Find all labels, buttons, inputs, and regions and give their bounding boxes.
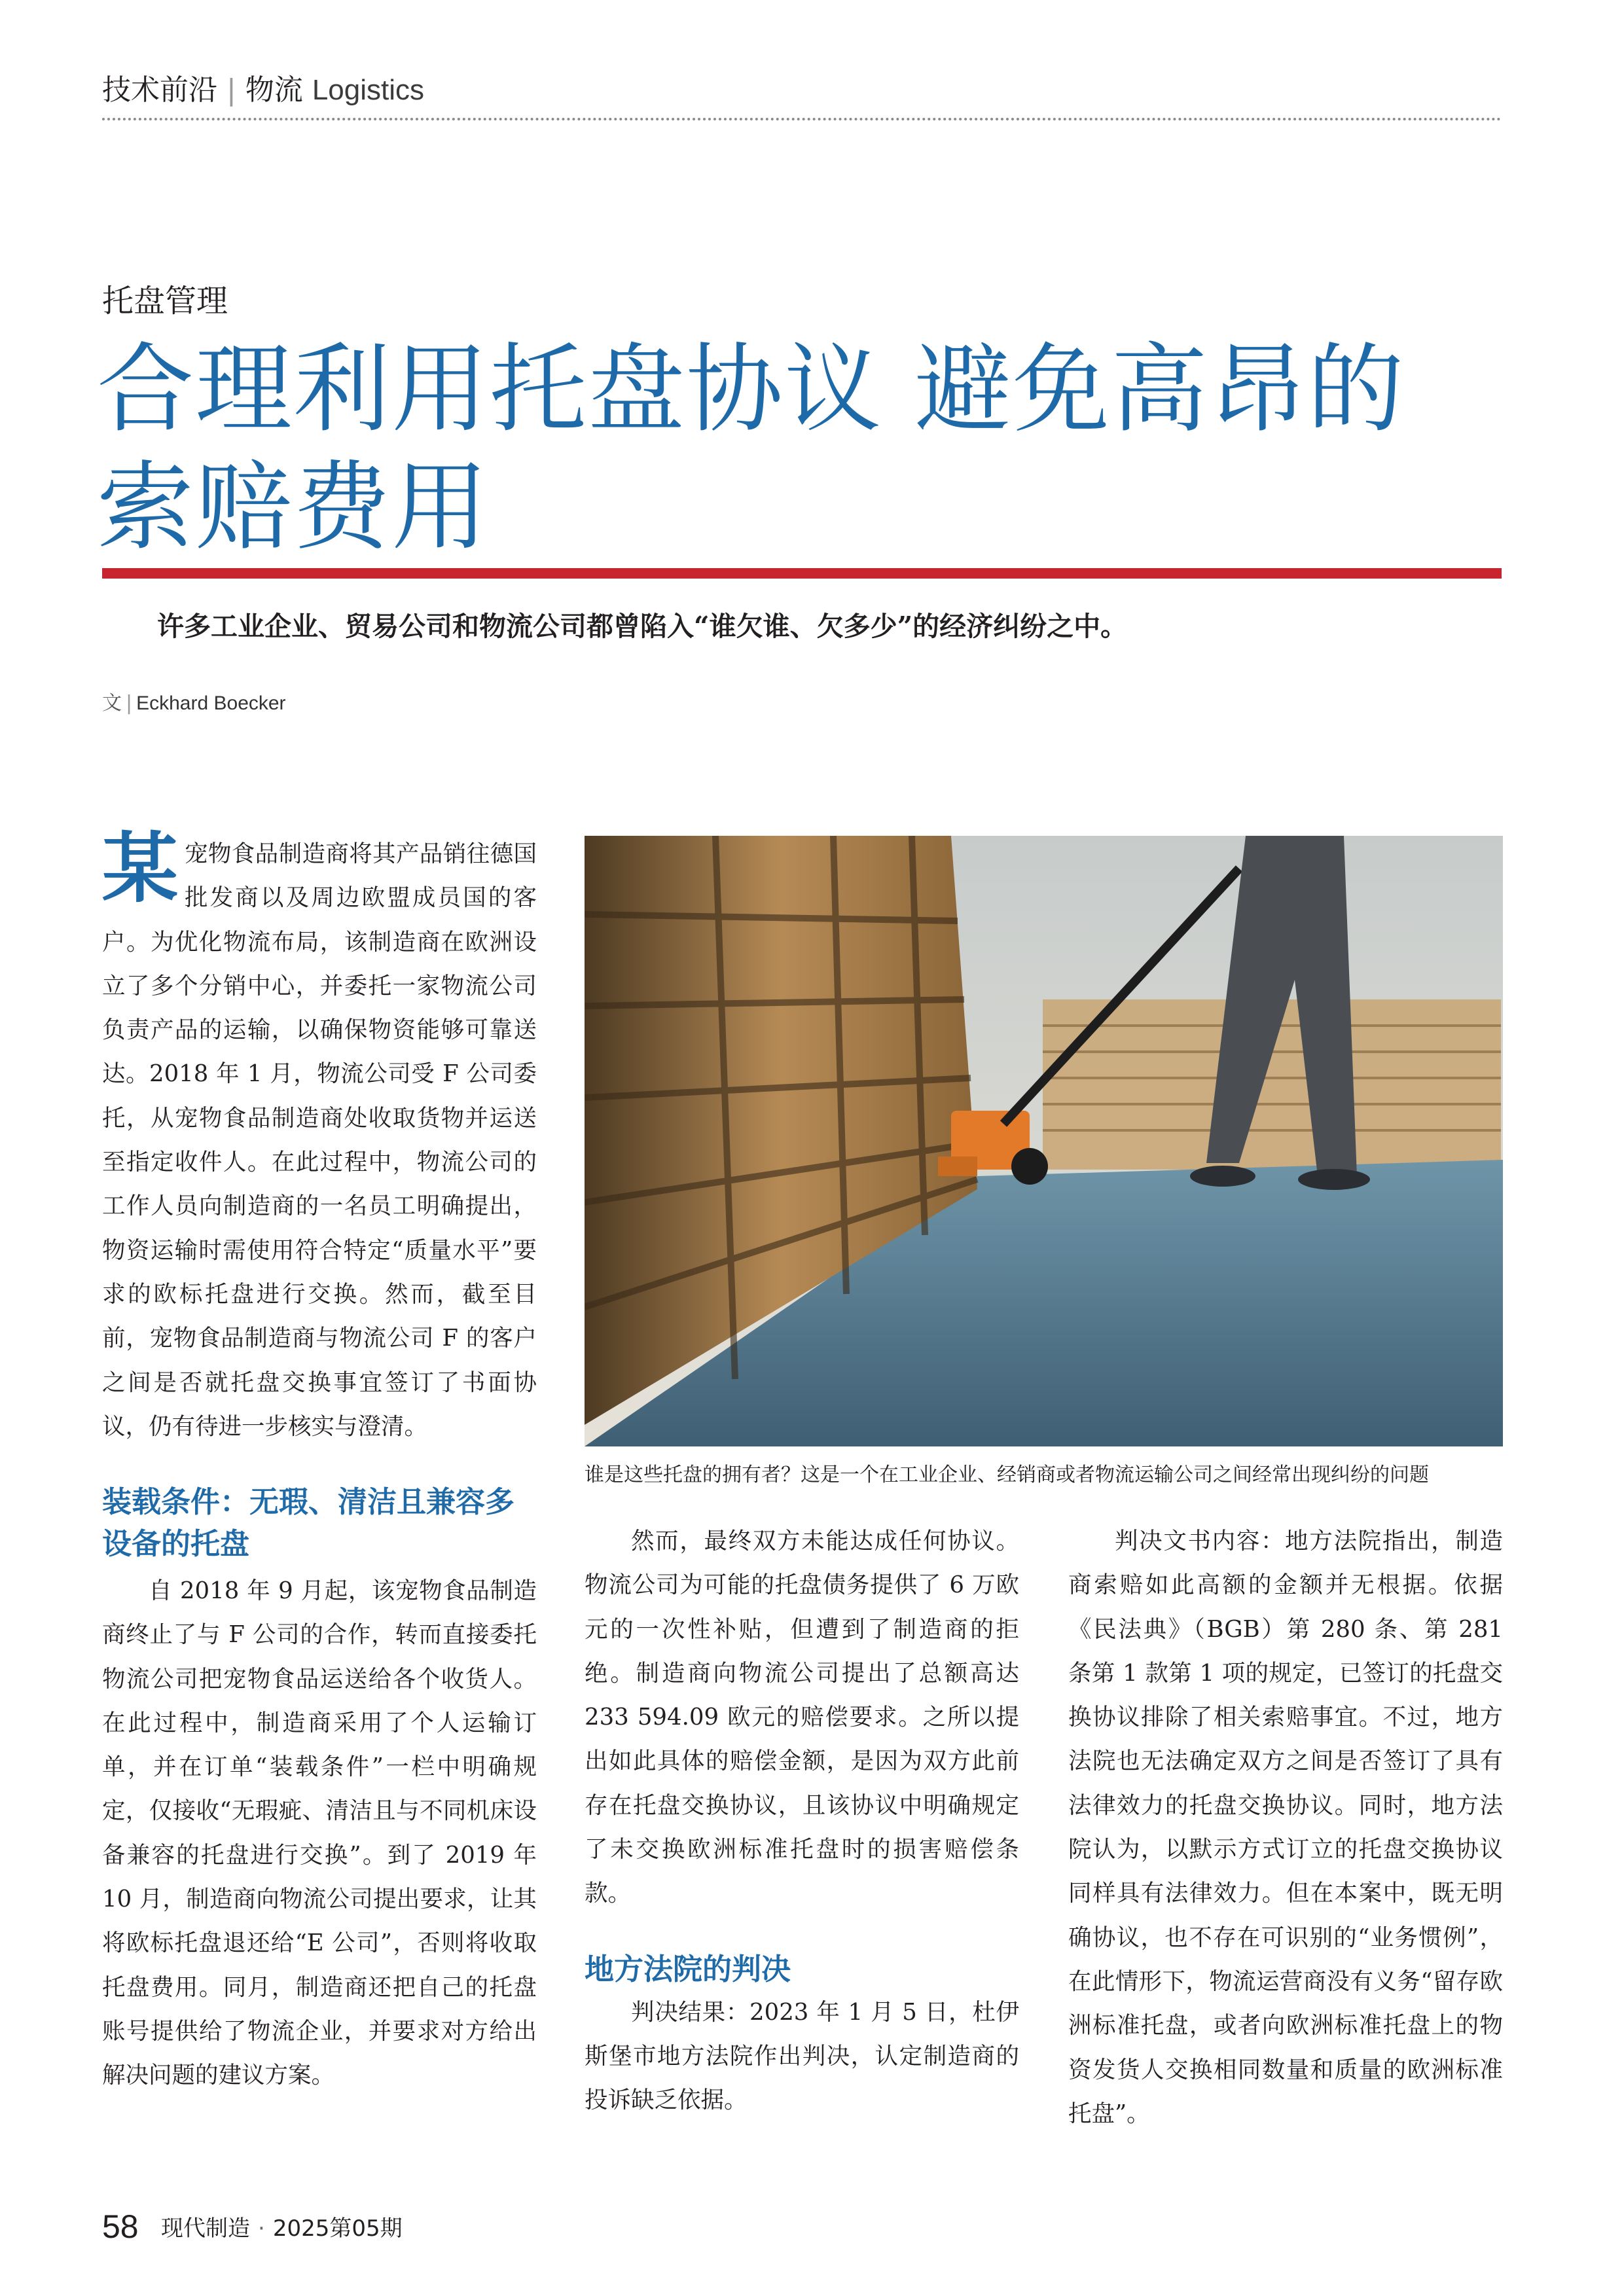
byline-label: 文 <box>102 692 122 715</box>
header-section: 技术前沿 <box>102 73 217 107</box>
intro-paragraph <box>102 824 537 1448</box>
title-rule <box>102 568 1502 579</box>
magazine-footer <box>161 2212 403 2245</box>
page-number: 58 <box>102 2208 139 2245</box>
article-photo <box>585 836 1503 1446</box>
running-header <box>102 71 424 110</box>
article-title <box>97 331 1511 566</box>
header-divider <box>102 118 1502 120</box>
article-title-line1: 合理利用托盘协议 避免高昂的 <box>97 333 1406 446</box>
article-title-line2: 索赔费用 <box>97 451 490 564</box>
footer-dot: · <box>258 2215 265 2242</box>
paragraph-3: 判决结果：2023 年 1 月 5 日，杜伊斯堡市地方法院作出判决，认定制造商的投诉缺乏依据。 <box>585 1998 1019 2114</box>
subhead-loading-conditions: 装载条件：无瑕、清洁且兼容多设备的托盘 <box>102 1484 515 1561</box>
column-2 <box>585 1519 1019 2123</box>
photo-caption: 谁是这些托盘的拥有者？这是一个在工业企业、经销商或者物流运输公司之间经常出现纠纷的问题 <box>585 1463 1429 1486</box>
article-lead: 许多工业企业、贸易公司和物流公司都曾陷入“谁欠谁、欠多少”的经济纠纷之中。 <box>157 611 1128 642</box>
column-3 <box>1068 1519 1503 2136</box>
paragraph-2: 然而，最终双方未能达成任何协议。物流公司为可能的托盘债务提供了 6 万欧元的一次性补贴，但遭到了制造商的拒绝。制造商向物流公司提出了总额高达 233 594.09 欧元的赔偿要求。之所以提出如此具体的赔偿金额，是因为双方此前存在托盘交换协议，且该协议中明确规定了未交换欧洲标准托盘时的损害赔偿条款。 <box>585 1528 1019 1907</box>
column-1-body <box>102 1569 537 2098</box>
warehouse-pallet-jack-image <box>585 836 1503 1446</box>
drop-cap: 某 <box>102 824 178 913</box>
paragraph-1: 自 2018 年 9 月起，该宠物食品制造商终止了与 F 公司的合作，转而直接委托物流公司把宠物食品运送给各个收货人。在此过程中，制造商采用了个人运输订单，并在订单“装载条件”一栏中明确规定，仅接收“无瑕疵、清洁且与不同机床设备兼容的托盘进行交换”。到了 2019 年 10 月，制造商向物流公司提出要求，让其将欧标托盘退还给“E 公司”，否则将收取托盘费用。同月，制造商还把自己的托盘账号提供给了物流企业，并要求对方给出解决问题的建议方案。 <box>102 1577 537 2089</box>
intro-column <box>102 824 537 1448</box>
byline <box>102 687 286 720</box>
byline-separator: | <box>126 692 133 715</box>
author-name: Eckhard Boecker <box>136 692 286 714</box>
header-separator: | <box>226 73 236 107</box>
issue-number: 2025第05期 <box>272 2215 403 2242</box>
article-kicker: 托盘管理 <box>102 283 228 319</box>
section-loading-conditions <box>102 1481 537 2098</box>
subhead-court-ruling: 地方法院的判决 <box>585 1951 791 1986</box>
header-topic-en: Logistics <box>312 74 425 106</box>
header-topic: 物流 <box>245 73 303 107</box>
magazine-name: 现代制造 <box>161 2215 250 2242</box>
paragraph-4: 判决文书内容：地方法院指出，制造商索赔如此高额的金额并无根据。依据《民法典》（BGB）第 280 条、第 281 条第 1 款第 1 项的规定，已签订的托盘交换协议排除了相关索赔事宜。不过，地方法院也无法确定双方之间是否签订了具有法律效力的托盘交换协议。同时，地方法院认为，以默示方式订立的托盘交换协议同样具有法律效力。但在本案中，既无明确协议，也不存在可识别的“业务惯例”，在此情形下，物流运营商没有义务“留存欧洲标准托盘，或者向欧洲标准托盘上的物资发货人交换相同数量和质量的欧洲标准托盘”。 <box>1068 1528 1503 2127</box>
intro-text: 宠物食品制造商将其产品销往德国批发商以及周边欧盟成员国的客户。为优化物流布局，该制造商在欧洲设立了多个分销中心，并委托一家物流公司负责产品的运输，以确保物资能够可靠送达。2018 年 1 月，物流公司受 F 公司委托，从宠物食品制造商处收取货物并运送至指定收件人。在此过程中，物流公司的工作人员向制造商的一名员工明确提出，物资运输时需使用符合特定“质量水平”要求的欧标托盘进行交换。然而，截至目前，宠物食品制造商与物流公司 F 的客户之间是否就托盘交换事宜签订了书面协议，仍有待进一步核实与澄清。 <box>102 840 537 1440</box>
